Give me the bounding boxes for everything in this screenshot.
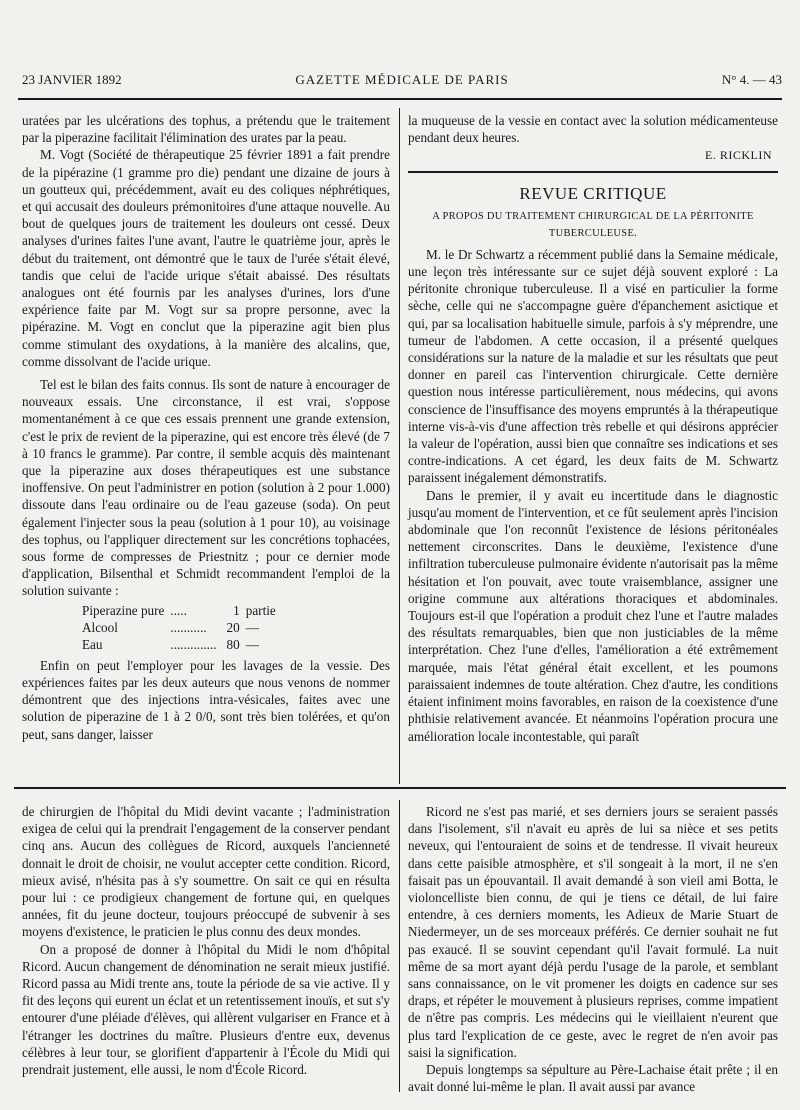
paragraph: Depuis longtemps sa sépulture au Père-Lachaise était prête ; il en avait donné lui-même le plan. Il avait aussi par avance	[408, 1062, 778, 1095]
formula-item: Eau	[82, 636, 103, 652]
paragraph: uratées par les ulcérations des tophus, a prétendu que le traitement par la piperazine facilitait l'élimination des urates par la peau.	[22, 113, 390, 146]
header-rule	[18, 98, 782, 100]
formula-row	[82, 636, 282, 653]
formula-item: Piperazine pure	[82, 602, 165, 618]
paragraph: de chirurgien de l'hôpital du Midi devint vacante ; l'administration exigea de celui qui la prendrait l'engagement de la conserver pendant cinq ans. Aucun des collègues de Ricord, auxquels l'ancienneté donnait le droit de choisir, ne voulut accepter cette condition. Ricord, mieux avisé, n'hésita pas à s'y soumettre. On sait ce qui en résulta pour lui : ce prodigieux changement de fortune qui, en quelques années, fit du jeune docteur, toujours préoccupé de subvenir à ses moyens d'existence, le praticien le plus connu des deux mondes.	[22, 804, 390, 940]
formula-unit: partie	[245, 602, 276, 618]
paragraph: M. Vogt (Société de thérapeutique 25 février 1891 a fait prendre de la pipérazine (1 gramme pro die) pendant une dizaine de jours à un goutteux qui, précédemment, avait eu des coliques néphrétiques, et qui accusait des douleurs prémonitoires d'une attaque nouvelle. Au bout de quelques jours de traitement les douleurs ont cessé. Deux analyses d'urines faites l'une avant, l'autre le quatrième jour, après le début du traitement, ont démontré que le taux de l'urée s'était élevé, tandis que celui de l'acide urique s'était abaissé. Des résultats analogues ont été fournis par les analyses d'urines, lors d'une expérience faite par M. Vogt sur sa propre personne, avec la pipérazine. M. Vogt en conclut que la piperazine agit bien plus comme stimulant des oxydations, à la manière des alcalins, que, comme dissolvant de l'acide urique.	[22, 147, 390, 369]
section-subtitle: A PROPOS DU TRAITEMENT CHIRURGICAL DE LA PÉRITONITE TUBERCULEUSE.	[432, 210, 754, 239]
paragraph: la muqueuse de la vessie en contact avec la solution médicamenteuse pendant deux heures.	[408, 113, 778, 146]
author-signature: E. RICKLIN	[705, 148, 772, 163]
section-title: REVUE CRITIQUE	[519, 183, 667, 203]
page-header	[22, 72, 782, 92]
formula-item: Alcool	[82, 619, 118, 635]
issue-date: 23 JANVIER 1892	[22, 72, 122, 87]
article-column-top-right	[408, 112, 778, 745]
page-number: N° 4. — 43	[721, 72, 782, 87]
paragraph: Enfin on peut l'employer pour les lavages de la vessie. Des expériences faites par les deux auteurs que nous venons de nommer démontrent que des injections intra-vésicales, faites avec une solution de piperazine de 1 à 2 0/0, sont très bien tolérées, et qu'on peut, sans danger, laisser	[22, 657, 390, 742]
column-divider-top	[399, 108, 400, 784]
section-rule	[408, 171, 778, 173]
paragraph: M. le Dr Schwartz a récemment publié dans la Semaine médicale, une leçon très intéressante sur ce sujet déjà souvent exploré : La péritonite chronique tuberculeuse. Il a visé en particulier la forme sèche, celle qui ne s'accompagne guère d'épanchement asictique et qui, par sa localisation habituelle simule, parfois à s'y méprendre, une tumeur de l'abdomen. A cette occasion, il a présenté quelques considérations sur la nature de la maladie et sur les résultats que peut donner en pareil cas l'intervention chirurgicale. Cette dernière question nous intéresse particulièrement, nous médecins, qui avons conscience de l'insuffisance des moyens empruntés à la thérapeutique interne vis-à-vis d'une affection très rebelle et qui désirons apprécier la valeur de l'opération, aussi bien que connaître ses indications et ses contre-indications. A cet égard, les deux faits de M. Schwartz paraissent inégalement démonstratifs.	[408, 246, 778, 486]
formula-row	[82, 619, 282, 636]
formula-table	[82, 602, 282, 653]
section-divider	[14, 787, 786, 789]
formula-leader: ..............	[170, 636, 217, 652]
formula-qty: 1	[233, 602, 240, 618]
formula-unit: —	[245, 619, 259, 635]
formula-row	[82, 602, 282, 619]
formula-unit: —	[245, 636, 259, 652]
paragraph: On a proposé de donner à l'hôpital du Midi le nom d'hôpital Ricord. Aucun changement de dénomination ne serait mieux justifié. Ricord passa au Midi trente ans, toute la période de sa vie active. Il y fit des leçons qui eurent un éclat et un retentissement inouïs, et sut s'y entourer d'une pléiade d'élèves, qui allèrent vulgariser en France et à l'étranger les doctrines du maître. Plusieurs d'entre eux, devenus célèbres à leur tour, se glorifient d'appartenir à l'École du Midi qui prendrait justement, elle aussi, le nom d'École Ricord.	[22, 941, 390, 1078]
paragraph: Dans le premier, il y avait eu incertitude dans le diagnostic jusqu'au moment de l'intervention, et ce fût seulement après l'incision abdominale que l'on reconnût l'existence de lésions péritonéales nettement circonscrites. Dans le deuxième, l'existence d'une infiltration tuberculeuse pulmonaire évidente n'autorisait pas la même hésitation et l'on pouvait, avec toute vraisemblance, assigner une origine commune aux altérations thoraciques et abdominales. Toujours est-il que l'opération a produit chez l'une et l'autre malades des résultats remarquables, bien que non justiciables de la même interprétation. Chez l'une d'elles, l'amélioration a été extrêmement marquée, mais l'état général était excellent, et les poumons paraissaient indemnes de toute altération. Chez d'autre, les conditions étaient infiniment moins favorables, en raison de la coexistence d'une phthisie relativement avancée. Et néanmoins l'opération procura une amélioration locale incontestable, qui paraît	[408, 487, 778, 744]
article-column-top-left	[22, 112, 390, 743]
formula-leader: ...........	[170, 619, 207, 635]
formula-qty: 80	[226, 636, 240, 652]
formula-qty: 20	[226, 619, 240, 635]
paragraph: Tel est le bilan des faits connus. Ils sont de nature à encourager de nouveaux essais. Une circonstance, il est vrai, s'oppose momentanément à ce que ces essais prennent une grande extension, c'est le prix de revient de la piperazine, qui est encore très élevé (de 7 à 10 francs le gramme). Par contre, il semble acquis dès maintenant que la piperazine aux doses thérapeutiques est une substance inoffensive. On peut l'administrer en potion (solution à 2 pour 1.000) dissoute dans l'eau ordinaire ou de l'eau gazeuse (soda). On peut également l'injecter sous la peau (solution à 1 pour 10), au voisinage des tophus, ou l'appliquer directement sur les concrétions tophacées, sous forme de compresses de Priestnitz ; pour ce dernier mode d'application, Bilsenthal et Schmidt recommandent l'emploi de la solution suivante :	[22, 377, 390, 599]
formula-leader: .....	[170, 602, 187, 618]
article-column-bottom-left	[22, 803, 390, 1078]
article-column-bottom-right	[408, 803, 778, 1095]
paragraph: Ricord ne s'est pas marié, et ses derniers jours se seraient passés dans l'isolement, s'il n'avait eu après de lui sa nièce et ses petits neveux, qui l'entouraient de soins et de tendresse. Il vivait heureux dans cette paisible atmosphère, et s'il songeait à la mort, il ne s'en faisait pas un épouvantail. Il avait demandé à son vieil ami Botta, le violoncelliste bien connu, de qui je tiens ce détail, de lui faire entendre, à ces derniers moments, les Adieux de Marie Stuart de Niedermeyer, un de ses morceaux préférés. Ce dernier souhait ne fut pas exaucé. Il se souvint cependant qu'il l'avait formulé. La nuit même de sa mort ayant déjà perdu l'usage de la parole, et semblant sans connaissance, on le vit promener les doigts en cadence sur ses draps, et répéter le mouvement à plusieurs reprises, comme impatient de n'être pas compris. Les médecins qui le vieillaient n'eurent que plus tard l'explication de ce geste, avec le regret de n'en avoir pas saisi la signification.	[408, 804, 778, 1060]
column-divider-bottom	[399, 800, 400, 1092]
journal-title: GAZETTE MÉDICALE DE PARIS	[295, 72, 509, 87]
